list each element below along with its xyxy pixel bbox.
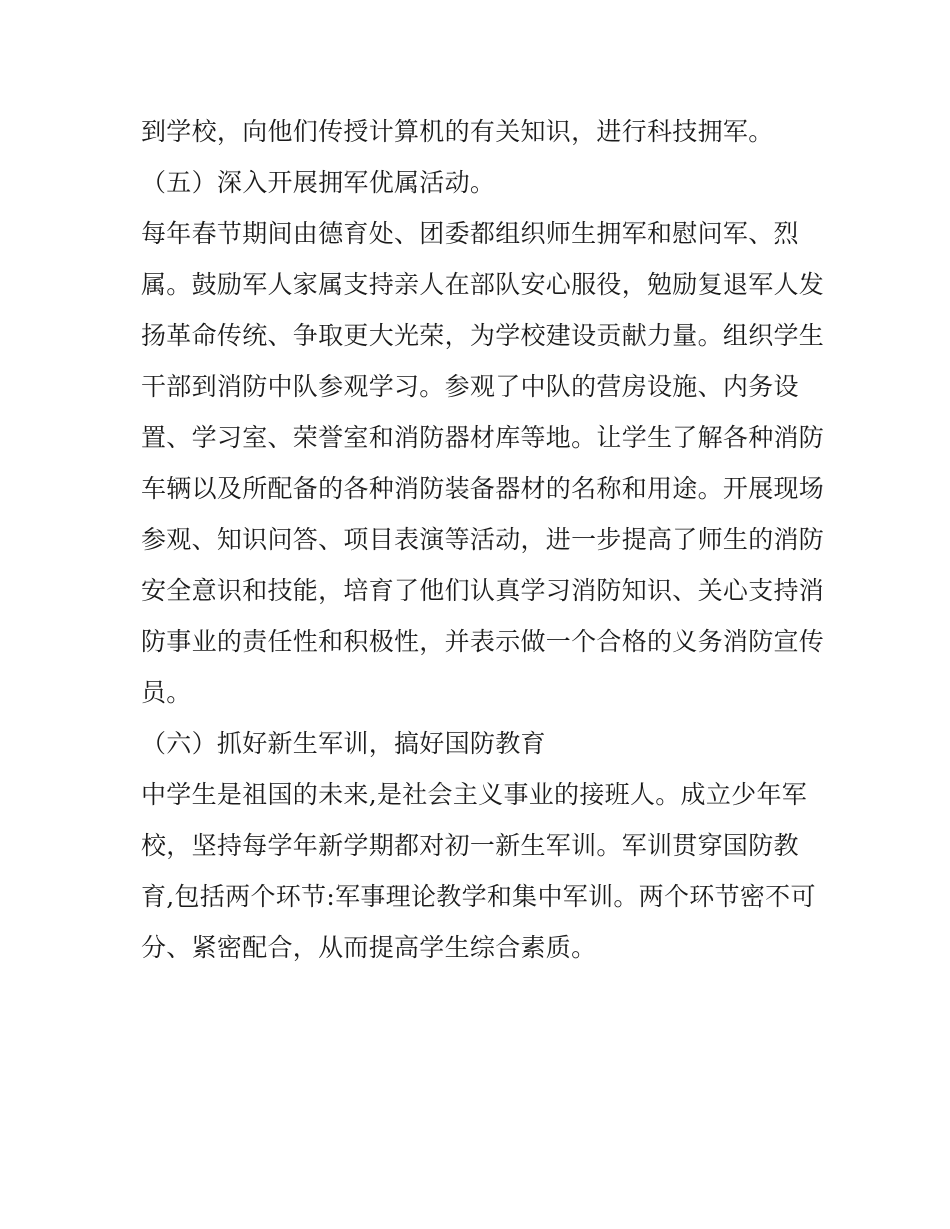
text-line: 车辆以及所配备的各种消防装备器材的名称和用途。开展现场 <box>141 474 825 503</box>
text-line: 分、紧密配合，从而提高学生综合素质。 <box>141 933 597 962</box>
text-line: 扬革命传统、争取更大光荣，为学校建设贡献力量。组织学生 <box>141 321 825 350</box>
section-heading-6: （六）抓好新生军训，搞好国防教育 <box>141 729 546 758</box>
text-line: 员。 <box>141 678 192 707</box>
text-line: 到学校，向他们传授计算机的有关知识，进行科技拥军。 <box>141 117 774 146</box>
text-line: 育,包括两个环节:军事理论教学和集中军训。两个环节密不可 <box>141 882 816 911</box>
document-body <box>141 106 825 973</box>
section-heading-5: （五）深入开展拥军优属活动。 <box>141 168 496 197</box>
text-line: 每年春节期间由德育处、团委都组织师生拥军和慰问军、烈 <box>141 219 799 248</box>
text-line: 置、学习室、荣誉室和消防器材库等地。让学生了解各种消防 <box>141 423 825 452</box>
text-line: 中学生是祖国的未来,是社会主义事业的接班人。成立少年军 <box>141 780 808 809</box>
text-line: 参观、知识问答、项目表演等活动，进一步提高了师生的消防 <box>141 525 825 554</box>
text-line: 安全意识和技能，培育了他们认真学习消防知识、关心支持消 <box>141 576 825 605</box>
text-line: 防事业的责任性和积极性，并表示做一个合格的义务消防宣传 <box>141 627 825 656</box>
text-line: 干部到消防中队参观学习。参观了中队的营房设施、内务设 <box>141 372 799 401</box>
text-line: 校，坚持每学年新学期都对初一新生军训。军训贯穿国防教 <box>141 831 799 860</box>
text-line: 属。鼓励军人家属支持亲人在部队安心服役，勉励复退军人发 <box>141 270 825 299</box>
